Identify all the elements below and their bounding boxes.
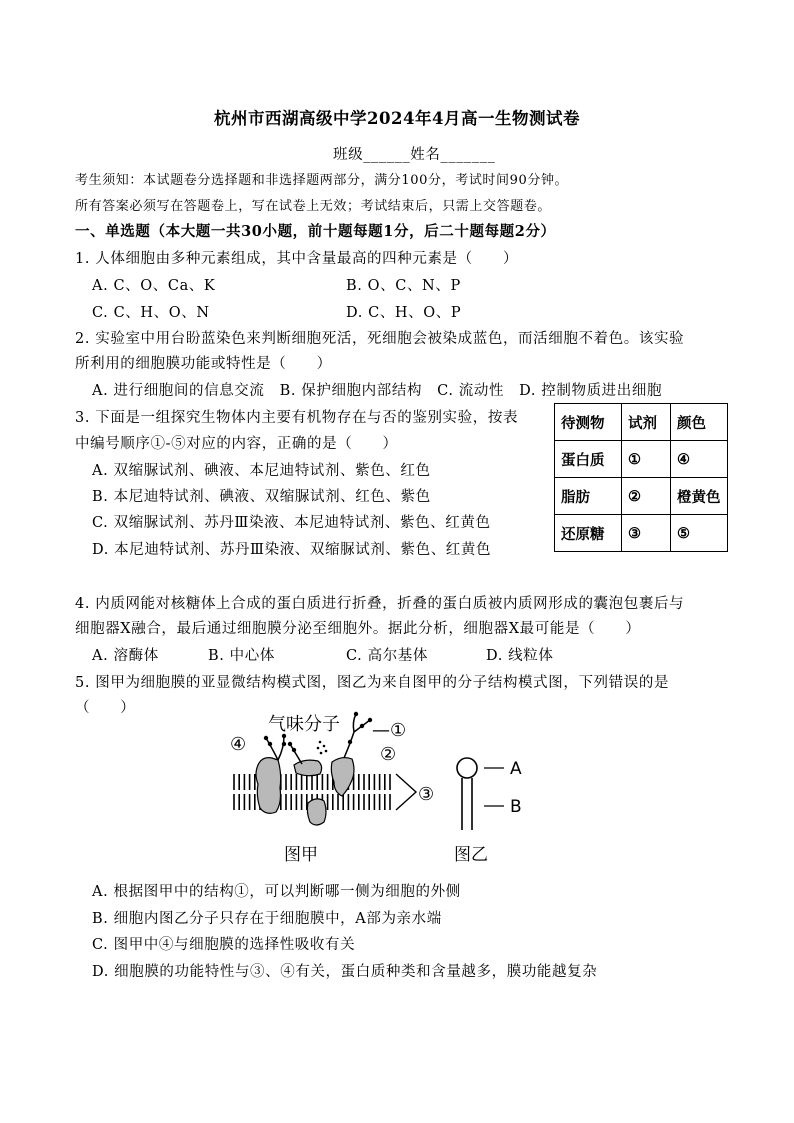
label-2: ②: [380, 744, 397, 765]
q1-option-b: B. O、C、N、P: [346, 278, 461, 294]
section-heading: 一、单选题（本大题一共30小题，前十题每题1分，后二十题每题2分）: [75, 223, 556, 240]
q3-option-b: B. 本尼迪特试剂、碘液、双缩脲试剂、红色、紫色: [92, 489, 431, 505]
table-cell: 还原糖: [555, 515, 622, 552]
q4-stem-line-1: 4. 内质网能对核糖体上合成的蛋白质进行折叠，折叠的蛋白质被内质网形成的囊泡包裹后与: [75, 596, 685, 612]
q2-stem-line-2: 所利用的细胞膜功能或特性是（ ）: [75, 356, 332, 372]
q3-stem-line-1: 3. 下面是一组探究生物体内主要有机物存在与否的鉴别实验，按表: [75, 410, 519, 426]
glycoprotein-chain-right: [344, 714, 370, 758]
exam-notice-2: 所有答案必须写在答题卷上，写在试卷上无效；考试结束后，只需上交答题卷。: [75, 199, 552, 214]
caption-jia: 图甲: [284, 845, 318, 865]
q5-stem-line-2: （ ）: [75, 700, 136, 716]
label-4: ④: [230, 734, 247, 755]
q3-option-a: A. 双缩脲试剂、碘液、本尼迪特试剂、紫色、红色: [92, 463, 431, 479]
q1-option-d: D. C、H、O、P: [346, 305, 462, 321]
q5-option-d: D. 细胞膜的功能特性与③、④有关，蛋白质种类和含量越多，膜功能越复杂: [92, 964, 598, 980]
q1-option-a: A. C、O、Ca、K: [92, 278, 216, 294]
phospholipid-molecule: [457, 758, 477, 830]
protein-4: [256, 758, 281, 814]
table-cell: ②: [622, 478, 671, 515]
label-A: A: [510, 759, 522, 779]
q5-option-a: A. 根据图甲中的结构①，可以判断哪一侧为细胞的外侧: [92, 884, 461, 900]
label-1: —①: [372, 720, 407, 741]
table-cell: 脂肪: [555, 478, 622, 515]
table-cell: ①: [622, 441, 671, 478]
q2-stem-line-1: 2. 实验室中用台盼蓝染色来判断细胞死活，死细胞会被染成蓝色，而活细胞不着色。该实验: [75, 331, 685, 347]
q5-option-c: C. 图甲中④与细胞膜的选择性吸收有关: [92, 937, 356, 953]
table-header-cell: 颜色: [671, 404, 728, 441]
table-row: [555, 441, 728, 478]
q5-membrane-figure: [220, 708, 550, 873]
class-name-line: 班级______姓名_______: [333, 147, 496, 163]
q1-stem: 1. 人体细胞由多种元素组成，其中含量最高的四种元素是（ ）: [75, 251, 519, 267]
arrow-3-bracket: [396, 774, 416, 810]
table-row: [555, 404, 728, 441]
protein-inner: [307, 799, 326, 825]
table-cell: 蛋白质: [555, 441, 622, 478]
table-header-cell: 试剂: [622, 404, 671, 441]
smell-molecule-dots: [317, 741, 328, 755]
page-title: 杭州市西湖高级中学2024年4月高一生物测试卷: [214, 109, 580, 128]
protein-2: [331, 758, 354, 796]
q4-option-a: A. 溶酶体: [92, 648, 159, 664]
q4-option-c: C. 高尔基体: [346, 648, 428, 664]
q3-table: [554, 403, 728, 552]
table-cell: ③: [622, 515, 671, 552]
caption-yi: 图乙: [454, 845, 488, 865]
table-row: [555, 478, 728, 515]
q3-option-c: C. 双缩脲试剂、苏丹Ⅲ染液、本尼迪特试剂、紫色、红黄色: [92, 515, 491, 531]
label-B: B: [510, 797, 522, 817]
table-cell: ④: [671, 441, 728, 478]
label-smell-molecule: 气味分子: [268, 714, 340, 735]
table-row: [555, 515, 728, 552]
protein-receptor-left: [294, 760, 322, 776]
q4-option-d: D. 线粒体: [486, 648, 554, 664]
q5-stem-line-1: 5. 图甲为细胞膜的亚显微结构模式图，图乙为来自图甲的分子结构模式图，下列错误的是: [75, 675, 670, 691]
table-cell: 橙黄色: [671, 478, 728, 515]
label-3: ③: [418, 784, 435, 805]
q1-option-c: C. C、H、O、N: [92, 305, 210, 321]
q2-options: A. 进行细胞间的信息交流 B. 保护细胞内部结构 C. 流动性 D. 控制物质进出细胞: [92, 383, 663, 399]
table-cell: ⑤: [671, 515, 728, 552]
q3-stem-line-2: 中编号顺序①-⑤对应的内容，正确的是（ ）: [75, 436, 398, 452]
exam-notice-1: 考生须知：本试题卷分选择题和非选择题两部分，满分100分，考试时间90分钟。: [75, 173, 569, 188]
q3-option-d: D. 本尼迪特试剂、苏丹Ⅲ染液、双缩脲试剂、紫色、红黄色: [92, 542, 492, 558]
q4-stem-line-2: 细胞器X融合，最后通过细胞膜分泌至细胞外。据此分析，细胞器X最可能是（ ）: [75, 621, 641, 637]
q5-option-b: B. 细胞内图乙分子只存在于细胞膜中，A部为亲水端: [92, 911, 442, 927]
table-header-cell: 待测物: [555, 404, 622, 441]
q4-option-b: B. 中心体: [208, 648, 275, 664]
